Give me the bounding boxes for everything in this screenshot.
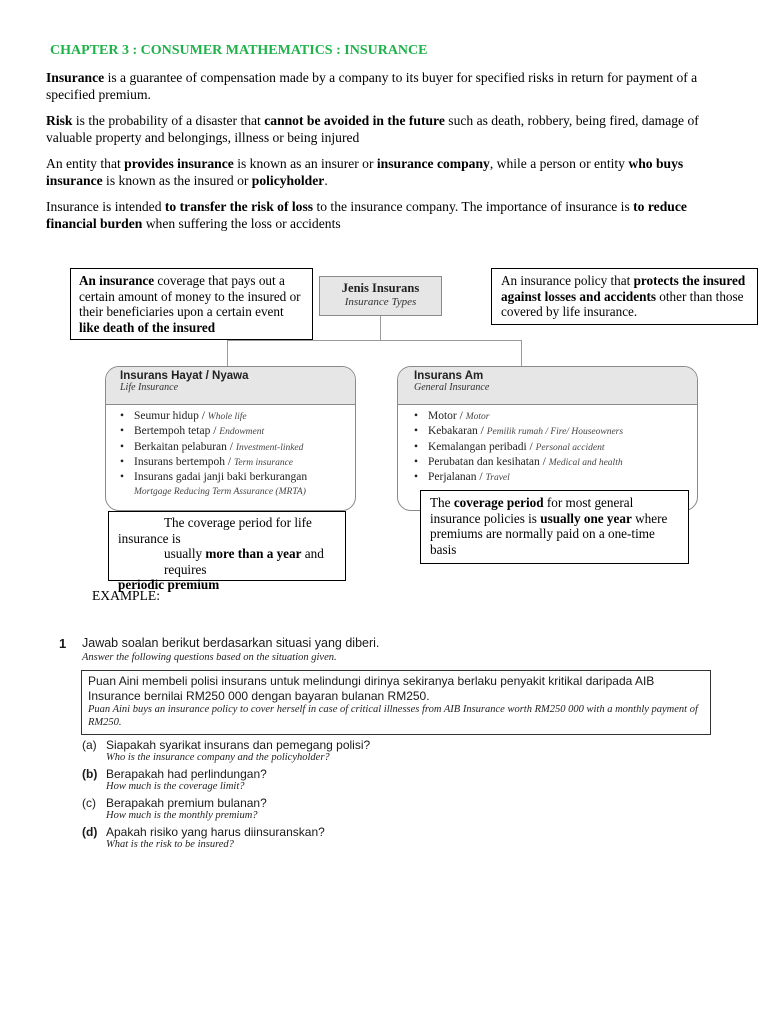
question-part: (a) Siapakah syarikat insurans dan pemegang polisi? Who is the insurance company and the policyholder?	[82, 738, 371, 763]
note-general-coverage-period: The coverage period for most general insurance policies is usually one year where premiums are normally paid on a one-time basis	[420, 490, 689, 564]
general-insurance-title: Insurans Am	[414, 370, 484, 382]
situation-text-en: Puan Aini buys an insurance policy to cover herself in case of critical illnesses from AIB Insurance worth RM250 000 with a monthly payment of RM250.	[88, 704, 698, 728]
diagram-root-box	[319, 276, 442, 316]
list-item: • Insurans gadai janji baki berkurangan	[120, 471, 308, 484]
general-insurance-subtitle: General Insurance	[414, 382, 490, 393]
connector-line	[227, 340, 228, 367]
note-life-insurance-definition: An insurance coverage that pays out a certain amount of money to the insured or their beneficiaries upon a certain event like death of the insured	[70, 268, 313, 340]
list-item: • Insurans bertempoh / Term insurance	[120, 455, 293, 468]
example-label: EXAMPLE:	[92, 588, 160, 603]
question-instruction-en: Answer the following questions based on the situation given.	[82, 652, 337, 663]
list-item: • Bertempoh tetap / Endowment	[120, 425, 265, 438]
general-insurance-list	[398, 405, 697, 485]
list-item: • Seumur hidup / Whole life	[120, 410, 247, 422]
paragraph-insurance-definition: Insurance is a guarantee of compensation made by a company to its buyer for specified risks in return for payment of a specified premium.	[46, 70, 698, 102]
paragraph-risk-definition: Risk is the probability of a disaster that cannot be avoided in the future such as death, robbery, being fired, damage of valuable property and belongings, illness or being injured	[46, 113, 699, 145]
situation-box	[81, 670, 711, 735]
list-item: • Motor / Motor	[414, 410, 490, 422]
question-part: (b) Berapakah had perlindungan? How much is the coverage limit?	[82, 767, 267, 792]
question-part: (c) Berapakah premium bulanan? How much is the monthly premium?	[82, 796, 267, 821]
question-number: 1	[59, 636, 67, 651]
life-insurance-list	[106, 405, 355, 500]
mrta-label: Mortgage Reducing Term Assurance (MRTA)	[134, 487, 306, 498]
list-item: • Perubatan dan kesihatan / Medical and health	[414, 455, 623, 468]
note-general-insurance-definition: An insurance policy that protects the insured against losses and accidents other than those covered by life insurance.	[491, 268, 758, 325]
diagram-root-subtitle: Insurance Types	[344, 296, 417, 308]
life-insurance-card	[105, 366, 356, 511]
question-parts	[82, 738, 702, 854]
connector-line	[521, 340, 522, 367]
life-insurance-subtitle: Life Insurance	[120, 382, 179, 393]
paragraph-insurer-definition: An entity that provides insurance is known as an insurer or insurance company, while a person or entity who buys insurance is known as the insured or policyholder.	[46, 156, 684, 188]
list-item: • Berkaitan pelaburan / Investment-linked	[120, 440, 304, 453]
question-part: (d) Apakah risiko yang harus diinsuranskan? What is the risk to be insured?	[82, 825, 325, 850]
connector-line	[227, 340, 522, 341]
list-item: • Kebakaran / Pemilik rumah / Fire/ Houseowners	[414, 425, 624, 438]
paragraph-insurance-purpose: Insurance is intended to transfer the risk of loss to the insurance company. The importance of insurance is to reduce financial burden when suffering the loss or accidents	[46, 199, 687, 231]
question-instruction: Jawab soalan berikut berdasarkan situasi yang diberi.	[82, 636, 380, 650]
connector-line	[380, 316, 381, 341]
life-insurance-title: Insurans Hayat / Nyawa	[120, 370, 249, 382]
list-item: • Kemalangan peribadi / Personal accident	[414, 440, 605, 453]
list-item: • Perjalanan / Travel	[414, 471, 510, 484]
diagram-root-title: Jenis Insurans	[341, 281, 420, 295]
chapter-title: CHAPTER 3 : CONSUMER MATHEMATICS : INSURANCE	[50, 43, 428, 58]
situation-text: Puan Aini membeli polisi insurans untuk melindungi dirinya sekiranya berlaku penyakit kritikal daripada AIB Insurance bernilai RM250 000 dengan bayaran bulanan RM250.	[88, 674, 655, 703]
note-life-coverage-period: The coverage period for life insurance is usually more than a year and requires periodic premium	[108, 511, 346, 581]
